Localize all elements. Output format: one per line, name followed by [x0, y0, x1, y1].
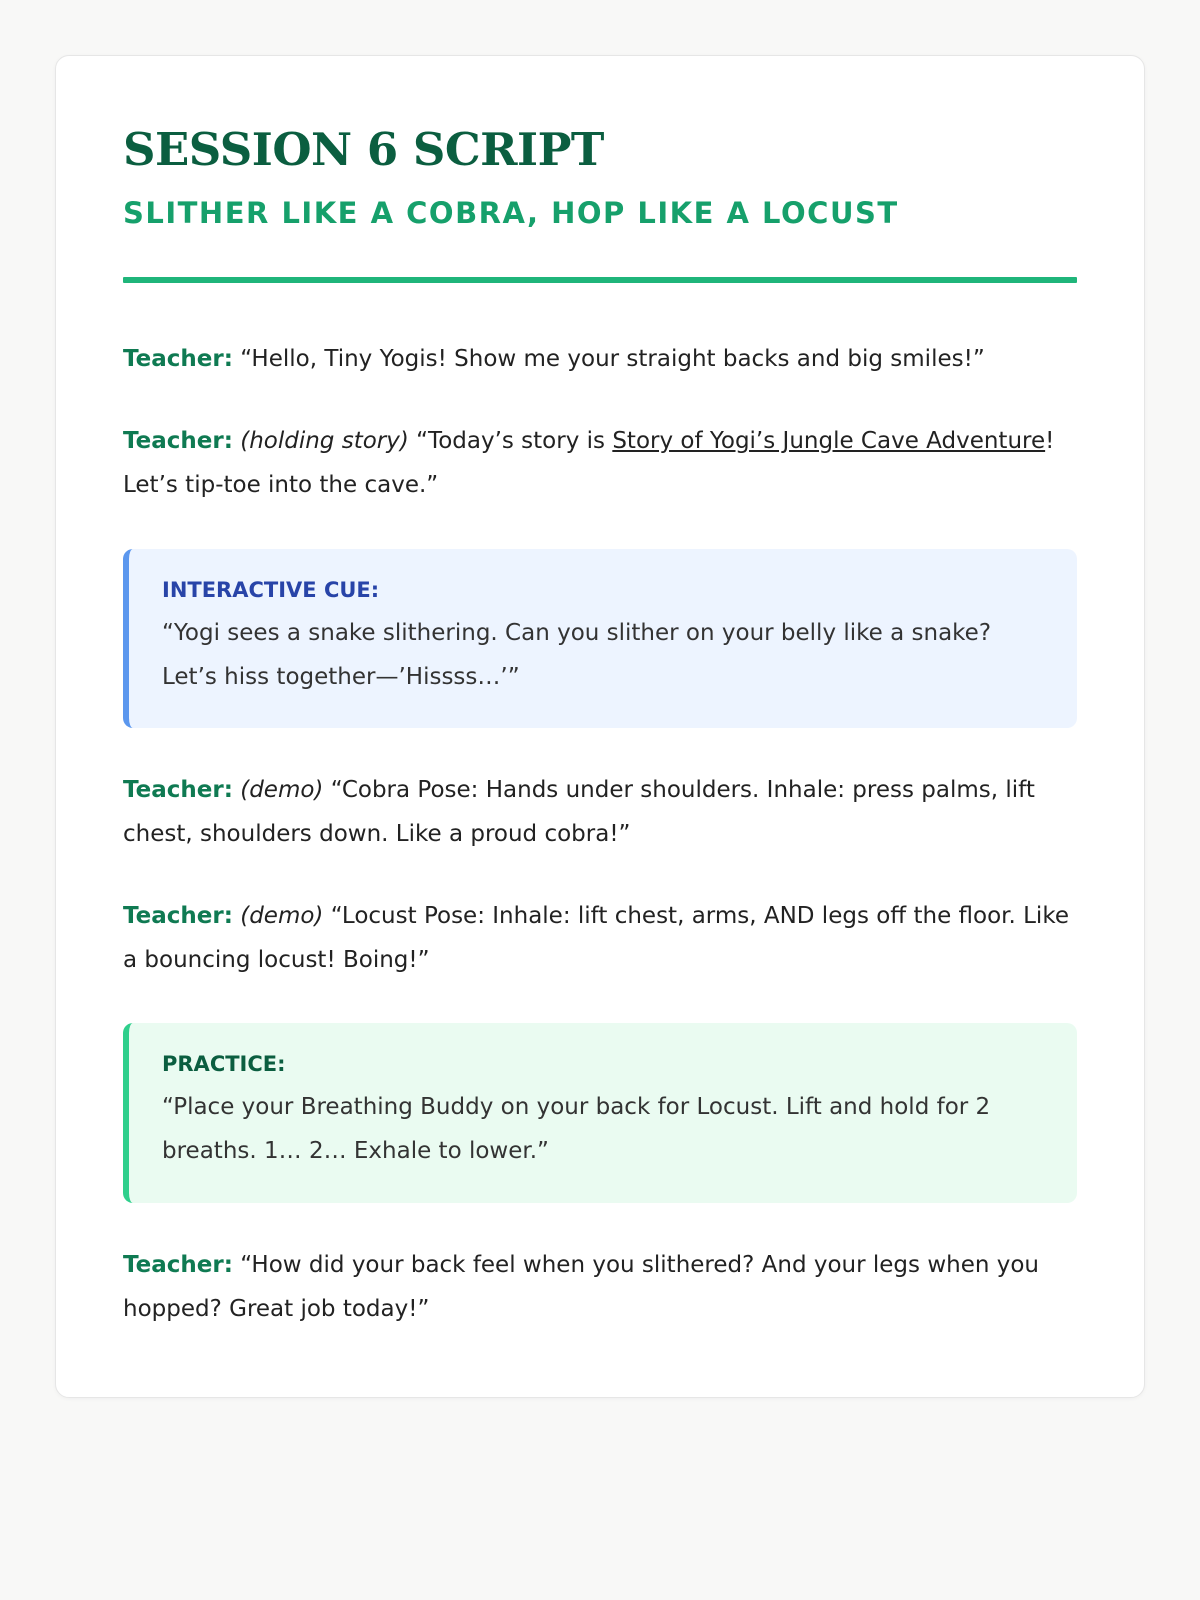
- speaker-label: Teacher:: [123, 902, 233, 929]
- script-line-cobra: [123, 768, 1077, 856]
- script-line-locust: [123, 894, 1077, 982]
- dialogue-text: “Hello, Tiny Yogis! Show me your straight backs and big smiles!”: [240, 345, 985, 372]
- script-card: [55, 55, 1145, 1398]
- speaker-label: Teacher:: [123, 345, 233, 372]
- practice-box: [123, 1023, 1077, 1203]
- speaker-label: Teacher:: [123, 427, 233, 454]
- speaker-label: Teacher:: [123, 776, 233, 803]
- stage-direction: (demo): [240, 902, 324, 929]
- dialogue-text: “Cobra Pose: Hands under shoulders. Inhale: press palms, lift chest, shoulders down. Like a proud cobra!”: [123, 776, 1035, 847]
- dialogue-text: “How did your back feel when you slithered? And your legs when you hopped? Great job today!”: [123, 1251, 1040, 1322]
- dialogue-text: ! Let’s tip-toe into the cave.”: [123, 427, 1055, 498]
- page-title: SESSION 6 SCRIPT: [123, 123, 604, 176]
- dialogue-text: “Today’s story is: [416, 427, 613, 454]
- script-line-greeting: [123, 337, 1077, 381]
- interactive-cue-label: INTERACTIVE CUE:: [162, 577, 380, 602]
- title-divider: [123, 277, 1077, 283]
- stage-direction: (demo): [240, 776, 324, 803]
- practice-label: PRACTICE:: [162, 1051, 286, 1076]
- stage-direction: (holding story): [240, 427, 409, 454]
- script-line-closing: [123, 1243, 1077, 1331]
- story-title: Story of Yogi’s Jungle Cave Adventure: [612, 427, 1046, 454]
- practice-text: “Place your Breathing Buddy on your back for Locust. Lift and hold for 2 breaths. 1… 2… Exhale to lower.”: [162, 1093, 991, 1164]
- speaker-label: Teacher:: [123, 1251, 233, 1278]
- interactive-cue-text: “Yogi sees a snake slithering. Can you slither on your belly like a snake? Let’s hiss together—’Hissss…’”: [162, 619, 992, 690]
- script-line-story: [123, 419, 1077, 507]
- interactive-cue-box: [123, 549, 1077, 728]
- page-subtitle: SLITHER LIKE A COBRA, HOP LIKE A LOCUST: [123, 195, 899, 230]
- dialogue-text: “Locust Pose: Inhale: lift chest, arms, AND legs off the floor. Like a bouncing locust! Boing!”: [123, 902, 1069, 973]
